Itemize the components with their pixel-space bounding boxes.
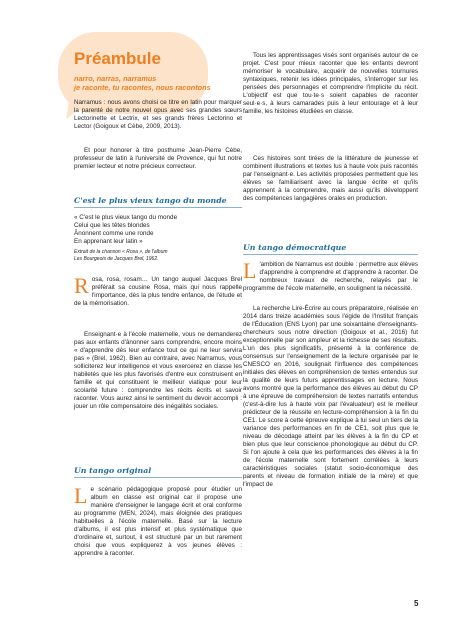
page-number: 5 [414, 599, 419, 608]
dropcap-l: L [243, 258, 257, 283]
subtitle-french: je raconte, tu racontes, nous racontons [74, 83, 211, 92]
paragraph-ambition [243, 258, 418, 293]
paragraph-apprentissages: Tous les apprentissages visés sont organisés autour de ce projet. C'est pour mieux raconter que les enfants devront mémoriser le vocabulaire, acquérir de nouvelles tournures syntaxiques, retenir les idées principales, s'interroger sur les pensées des personnages et comprendre l'implicite du récit. L'objectif est que tou·te·s soient capables de raconter seul·e·s, à leurs camarades puis à leur entourage et à leur famille, les histoires étudiées en classe. [243, 52, 418, 115]
page-subtitle [74, 74, 254, 92]
heading-tango-democratique [243, 243, 418, 253]
quote-line: Ânonnent comme une ronde [74, 230, 154, 237]
heading-tango-democratique-text: Un tango démocratique [243, 243, 347, 252]
paragraph-hommage: Et pour honorer à titre posthume Jean-Pierre Cèbe, professeur de latin à l'université de Provence, qui fut notre premier lecteur et notre précieux correcteur. [74, 147, 242, 170]
quote-line: Celui que les têtes blondes [74, 222, 150, 229]
dropcap-r: R [74, 273, 89, 298]
heading-vieux-tango-text: C'est le plus vieux tango du monde [74, 196, 227, 205]
song-quote [74, 214, 242, 246]
paragraph-rosa [74, 273, 242, 308]
paragraph-enseignant: Enseignant·e à l'école maternelle, vous ne demanderez pas aux enfants d'ânonner sans comprendre, encore moins « d'apprendre dès leur enfance tout ce qui ne leur servira pas » (Brel, 1962). Bien au contraire, avec Narramus, vous solliciterez leur intelligence et vous exercerez en classe les habiletés que les plus favorisés d'entre eux construisent en famille et qui constituent le meilleur viatique pour leur scolarité future : comprendre les récits écrits et savoir raconter. Vous aurez ainsi le sentiment du devoir accompli : jouer un rôle compensatoire des inégalités sociales. [74, 331, 242, 410]
paragraph-scenario [74, 483, 242, 558]
heading-underline [243, 254, 418, 255]
paragraph-recherche: La recherche Lire-Écrire au cours préparatoire, réalisée en 2014 dans treize académies sous l'égide de l'Institut français de l'Éducation (ENS Lyon) par une soixantaine d'enseignants-chercheurs sous notre direction (Goigoux et al., 2016) fut exceptionnelle par son ampleur et la richesse de ses résultats. L'un des plus significatifs, présenté à la conférence de consensus sur l'enseignement de la lecture organisée par le CNESCO en 2016, soulignait l'influence des compétences initiales des élèves en compréhension de textes entendus sur la qualité de leurs futurs apprentissages en lecture. Nous avons montré que la performance des élèves au début du CP à une épreuve de compréhension de textes narratifs entendus (c'est-à-dire lus à haute voix par l'évaluateur) est le meilleur prédicteur de la réussite en lecture-compréhension à la fin du CE1. Le score à cette épreuve explique à lui seul un tiers de la variance des performances en fin de CE1, soit plus que le niveau de décodage atteint par les élèves à la fin du CP et bien plus que leur conscience phonologique au début du CP. Si l'on ajoute à cela que les performances des élèves à la fin de l'école maternelle sont fortement corrélées à leurs caractéristiques sociales (statut socio-économique des parents et niveau de formation initiale de la mère) et que l'impact de [243, 305, 418, 488]
quote-line: En apprenant leur latin » [74, 238, 143, 245]
heading-tango-original-text: Un tango original [74, 466, 152, 475]
page-title: Préambule [74, 49, 161, 68]
quote-source-line: Extrait de la chanson « Rosa », de l'album [74, 249, 168, 255]
paragraph-ambition-text: 'ambition de Narramus est double : permettre aux élèves d'apprendre à comprendre et d'apprendre à raconter. De nombreux travaux de recherche, relayés par le programme de l'école maternelle, en soulignent la nécessité. [243, 261, 418, 292]
paragraph-scenario-text: e scénario pédagogique proposé pour étudier un album en classe est original car il propose une manière d'enseigner le langage écrit et oral conforme au programme (MEN, 2024), mais éloignée des pratiques habituelles à l'école maternelle. Basé sur la lecture d'albums, il est plus intensif et plus systématique que d'ordinaire et, surtout, il est structuré par un but rarement choisi que vous expliquerez à vos jeunes élèves : apprendre à raconter. [74, 486, 242, 557]
heading-underline [74, 207, 242, 208]
heading-tango-original [74, 466, 242, 476]
paragraph-rosa-text: osa, rosa, rosam… Un tango auquel Jacques Brel préférait sa cousine Rosa, mais qui nous rappelle l'importance, dès la plus tendre enfance, de l'étude et de la mémorisation. [74, 276, 242, 307]
heading-vieux-tango [74, 196, 242, 206]
quote-source [74, 249, 242, 262]
heading-underline [74, 477, 242, 478]
quote-source-line: Les Bourgeois de Jacques Brel, 1962. [74, 255, 159, 262]
quote-line: « C'est le plus vieux tango du monde [74, 214, 178, 221]
dropcap-l: L [74, 483, 88, 508]
paragraph-narramus: Narramus : nous avons choisi ce titre en latin pour marquer la parenté de notre nouvel opus avec ses grandes sœurs Lectorinette et Lectrix, et ses grands frères Lectorino et Lector (Goigoux et Cèbe, 2009, 2013). [74, 99, 242, 130]
paragraph-histoires: Ces histoires sont tirées de la littérature de jeunesse et combinent illustrations et textes lus à haute voix puis racontés par l'enseignant·e. Les activités proposées permettent que les élèves se familiarisent avec la langue écrite et qu'ils apprennent à la comprendre, mais aussi qu'ils développent des compétences langagières orales en production. [243, 155, 418, 202]
subtitle-latin: narro, narras, narramus [74, 74, 157, 83]
